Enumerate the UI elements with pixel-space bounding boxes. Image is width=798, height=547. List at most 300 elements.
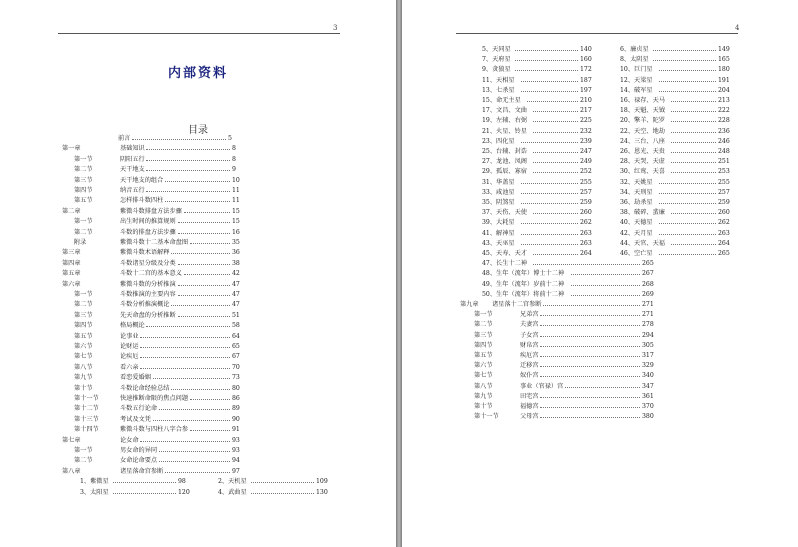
toc-entry[interactable] xyxy=(620,198,742,208)
toc-entry[interactable] xyxy=(74,456,256,466)
toc-entry[interactable] xyxy=(74,404,256,414)
toc-entry-page: 268 xyxy=(642,280,654,288)
toc-entry[interactable] xyxy=(482,65,604,75)
toc-entry-page: 380 xyxy=(642,413,654,421)
toc-entry-page: 264 xyxy=(580,250,592,257)
toc-entry-title: 紫微斗数排盘方法步骤 xyxy=(120,207,182,215)
toc-leader-dots xyxy=(146,170,230,171)
toc-leader-dots xyxy=(165,472,230,473)
toc-entry-page: 97 xyxy=(232,467,240,475)
toc-leader-dots xyxy=(659,193,716,194)
toc-entry-page: 93 xyxy=(232,447,240,454)
toc-entry-title: 先天命盘的分析推断 xyxy=(120,311,176,319)
toc-leader-dots xyxy=(153,378,231,379)
toc-entry-label: 第五章 xyxy=(62,270,81,278)
toc-entry-page: 91 xyxy=(232,426,240,434)
toc-entry[interactable] xyxy=(74,352,256,362)
toc-entry-title: 12、天梁星 xyxy=(620,76,653,84)
toc-entry-title: 22、天空、地劫 xyxy=(620,127,665,135)
toc-leader-dots xyxy=(540,325,640,326)
toc-entry-page: 294 xyxy=(642,331,654,339)
toc-entry[interactable] xyxy=(482,76,604,86)
toc-entry-page: 225 xyxy=(580,117,592,125)
toc-entry[interactable] xyxy=(474,402,666,412)
toc-entry-page: 149 xyxy=(718,46,730,53)
toc-entry[interactable] xyxy=(482,280,666,290)
toc-entry[interactable] xyxy=(74,196,256,206)
toc-entry[interactable] xyxy=(620,147,742,157)
toc-entry-page: 94 xyxy=(232,457,240,465)
toc-leader-dots xyxy=(521,234,578,235)
toc-entry-title: 阴阳五行 xyxy=(120,155,145,163)
toc-leader-dots xyxy=(159,451,230,452)
toc-entry-title: 紫微斗数的分析推演 xyxy=(120,280,176,288)
toc-entry[interactable] xyxy=(620,157,742,167)
toc-entry-page: 140 xyxy=(580,46,592,53)
toc-leader-dots xyxy=(140,357,230,358)
toc-entry[interactable] xyxy=(482,45,604,55)
toc-entry-title: 30、红鸾、天喜 xyxy=(620,168,665,176)
toc-entry-title: 女命论命要点 xyxy=(120,457,158,465)
toc-entry-label: 第六节 xyxy=(474,362,493,370)
toc-leader-dots xyxy=(527,101,578,102)
toc-leader-dots xyxy=(521,193,578,194)
toc-entry-label: 第二节 xyxy=(74,166,93,174)
toc-entry[interactable] xyxy=(74,363,256,373)
toc-entry[interactable] xyxy=(474,371,666,381)
toc-leader-dots xyxy=(659,234,716,235)
toc-entry[interactable] xyxy=(62,269,256,279)
toc-leader-dots xyxy=(140,441,230,442)
toc-leader-dots xyxy=(251,493,315,494)
toc-entry[interactable] xyxy=(620,249,742,259)
toc-entry[interactable] xyxy=(620,178,742,188)
toc-entry-page: 80 xyxy=(232,384,240,392)
toc-entry[interactable] xyxy=(62,144,256,154)
toc-entry-title: 斗数论命经验总结 xyxy=(120,384,170,392)
toc-entry-page: 89 xyxy=(232,405,240,413)
toc-entry-title: 事业（官禄）宫 xyxy=(520,382,564,390)
toc-entry[interactable] xyxy=(620,167,742,177)
toc-entry[interactable] xyxy=(218,477,340,487)
toc-entry[interactable] xyxy=(80,488,202,498)
toc-entry-title: 紫微斗数十二基本命盘图 xyxy=(120,239,189,246)
toc-entry-title: 43、天巫星 xyxy=(482,239,515,247)
toc-entry-title: 疾厄宫 xyxy=(520,352,539,359)
toc-leader-dots xyxy=(671,244,716,245)
toc-entry-title: 4、武曲星 xyxy=(218,488,247,496)
toc-entry[interactable] xyxy=(74,332,256,342)
toc-entry[interactable] xyxy=(620,208,742,218)
toc-entry[interactable] xyxy=(482,96,604,106)
toc-entry-title: 46、空亡星 xyxy=(620,250,653,257)
toc-leader-dots xyxy=(533,254,578,255)
toc-entry[interactable] xyxy=(620,65,742,75)
toc-entry-page: 305 xyxy=(642,341,654,349)
toc-entry-page: 93 xyxy=(232,436,240,444)
toc-entry-title: 21、火星、铃星 xyxy=(482,127,527,135)
toc-entry[interactable] xyxy=(482,198,604,208)
toc-leader-dots xyxy=(540,366,640,367)
toc-entry-title: 父母宫 xyxy=(520,413,539,421)
toc-entry-title: 斗数的排盘方法步骤 xyxy=(120,228,176,236)
toc-leader-dots xyxy=(540,417,640,418)
toc-entry-page: 8 xyxy=(232,145,236,153)
toc-leader-dots xyxy=(184,274,230,275)
toc-entry-page: 232 xyxy=(580,127,592,135)
toc-entry-title: 1、紫微星 xyxy=(80,478,109,486)
toc-entry[interactable] xyxy=(482,55,604,65)
toc-entry-page: 259 xyxy=(580,199,592,206)
toc-entry[interactable] xyxy=(80,477,202,487)
toc-entry[interactable] xyxy=(620,137,742,147)
toc-entry-label: 第九节 xyxy=(474,392,493,400)
toc-leader-dots xyxy=(171,253,230,254)
toc-entry-title: 41、解神星 xyxy=(482,229,515,237)
toc-leader-dots xyxy=(659,254,716,255)
toc-leader-dots xyxy=(540,407,640,408)
toc-entry-title: 18、天魁、天钺 xyxy=(620,107,665,115)
toc-leader-dots xyxy=(113,482,177,483)
toc-entry-label: 第十节 xyxy=(74,384,93,392)
toc-entry-title: 福德宫 xyxy=(520,403,539,410)
toc-entry[interactable] xyxy=(474,361,666,371)
toc-entry[interactable] xyxy=(62,436,256,446)
toc-entry-page: 65 xyxy=(232,343,240,350)
toc-leader-dots xyxy=(132,139,226,140)
toc-leader-dots xyxy=(146,160,230,161)
toc-entry-label: 第七节 xyxy=(474,372,493,380)
toc-entry[interactable] xyxy=(74,238,256,248)
toc-entry[interactable] xyxy=(74,342,256,352)
toc-entry-title: 33、咸池星 xyxy=(482,188,515,196)
toc-entry-page: 90 xyxy=(232,415,240,423)
toc-leader-dots xyxy=(190,243,230,244)
toc-entry-title: 40、天德星 xyxy=(620,219,653,227)
toc-entry-label: 第八节 xyxy=(474,382,493,390)
toc-entry-page: 64 xyxy=(232,332,240,340)
page-number: 4 xyxy=(735,24,740,32)
toc-entry-page: 36 xyxy=(232,249,240,257)
toc-entry-title: 35、阴煞星 xyxy=(482,199,515,206)
toc-entry[interactable] xyxy=(620,229,742,239)
toc-entry-title: 47、长生十二神 xyxy=(482,260,527,268)
toc-entry[interactable] xyxy=(474,331,666,341)
toc-entry-title: 3、太阳星 xyxy=(80,488,109,496)
toc-entry-label: 第三节 xyxy=(74,176,93,184)
toc-entry-label: 第六章 xyxy=(62,280,81,288)
toc-entry[interactable] xyxy=(218,488,340,498)
toc-leader-dots xyxy=(140,337,230,338)
toc-leader-dots xyxy=(671,111,716,112)
toc-entry-label: 第九章 xyxy=(460,301,479,308)
toc-entry-title: 出生时间的推算规则 xyxy=(120,218,176,226)
toc-entry[interactable] xyxy=(482,269,666,279)
toc-entry-label: 第四章 xyxy=(62,259,81,267)
toc-entry[interactable] xyxy=(74,311,256,321)
toc-leader-dots xyxy=(571,295,640,296)
toc-entry-page: 217 xyxy=(580,107,592,115)
toc-leader-dots xyxy=(171,305,230,306)
toc-entry-title: 紫微斗数术语解释 xyxy=(120,249,170,257)
left-page xyxy=(0,0,396,547)
toc-entry-page: 180 xyxy=(718,66,730,74)
toc-entry-page: 253 xyxy=(718,168,730,176)
toc-entry-page: 58 xyxy=(232,322,240,330)
toc-entry[interactable] xyxy=(482,249,604,259)
toc-entry[interactable] xyxy=(482,218,604,228)
toc-entry[interactable] xyxy=(620,76,742,86)
toc-entry[interactable] xyxy=(74,176,256,186)
toc-leader-dots xyxy=(533,152,578,153)
toc-entry-label: 第二节 xyxy=(74,457,93,465)
toc-entry-page: 160 xyxy=(580,56,592,64)
toc-entry[interactable] xyxy=(482,229,604,239)
toc-entry-page: 8 xyxy=(232,155,236,163)
toc-leader-dots xyxy=(521,183,578,184)
toc-entry-page: 35 xyxy=(232,239,240,246)
toc-leader-dots xyxy=(533,172,578,173)
toc-entry[interactable] xyxy=(74,425,256,435)
toc-entry[interactable] xyxy=(74,155,256,165)
toc-entry[interactable] xyxy=(74,373,256,383)
toc-entry[interactable] xyxy=(620,86,742,96)
toc-entry[interactable] xyxy=(74,321,256,331)
toc-entry-label: 第七节 xyxy=(74,353,93,361)
toc-entry-page: 317 xyxy=(642,352,654,359)
toc-leader-dots xyxy=(515,70,579,71)
toc-entry[interactable] xyxy=(474,392,666,402)
toc-entry-page: 228 xyxy=(718,117,730,125)
toc-entry-label: 第二节 xyxy=(474,321,493,329)
toc-entry-title: 前言 xyxy=(118,135,131,142)
toc-entry[interactable] xyxy=(74,415,256,425)
toc-entry[interactable] xyxy=(482,137,604,147)
toc-entry-title: 诸星落命宫参断 xyxy=(120,467,164,475)
toc-leader-dots xyxy=(533,213,578,214)
toc-entry-title: 斗数十二宫的基本意义 xyxy=(120,270,182,278)
toc-leader-dots xyxy=(671,172,716,173)
toc-entry-page: 109 xyxy=(316,478,328,486)
toc-entry-title: 39、大耗星 xyxy=(482,219,515,227)
toc-entry-page: 236 xyxy=(718,127,730,135)
toc-entry[interactable] xyxy=(620,239,742,249)
toc-leader-dots xyxy=(190,399,230,400)
toc-leader-dots xyxy=(671,213,716,214)
toc-entry[interactable] xyxy=(482,86,604,96)
toc-entry-title: 田宅宫 xyxy=(520,392,539,400)
toc-entry[interactable] xyxy=(620,116,742,126)
toc-entry-page: 187 xyxy=(580,76,592,84)
toc-entry-page: 361 xyxy=(642,392,654,400)
toc-entry-page: 252 xyxy=(580,168,592,176)
toc-leader-dots xyxy=(533,264,640,265)
toc-entry-page: 239 xyxy=(580,137,592,145)
toc-entry-title: 37、天伤、天使 xyxy=(482,209,527,217)
toc-entry-title: 夫妻宫 xyxy=(520,321,539,329)
toc-entry[interactable] xyxy=(482,290,666,300)
toc-leader-dots xyxy=(671,132,716,133)
toc-entry[interactable] xyxy=(482,178,604,188)
toc-entry[interactable] xyxy=(482,259,666,269)
toc-entry-title: 11、天相星 xyxy=(482,76,515,84)
toc-entry-page: 260 xyxy=(580,209,592,217)
toc-entry[interactable] xyxy=(482,239,604,249)
toc-entry-label: 第五节 xyxy=(74,197,93,205)
toc-entry[interactable] xyxy=(62,248,256,258)
toc-entry[interactable] xyxy=(620,106,742,116)
toc-leader-dots xyxy=(571,274,640,275)
toc-entry-title: 怎样排斗数四柱 xyxy=(120,197,164,205)
toc-entry[interactable] xyxy=(482,127,604,137)
toc-entry-label: 第三章 xyxy=(62,249,81,257)
toc-entry-page: 51 xyxy=(232,311,240,319)
toc-leader-dots xyxy=(540,376,640,377)
toc-entry[interactable] xyxy=(620,218,742,228)
toc-entry-label: 第九节 xyxy=(74,374,93,382)
toc-entry-page: 347 xyxy=(642,382,654,390)
toc-entry-title: 24、三台、八座 xyxy=(620,137,665,145)
toc-entry-title: 29、孤辰、寡宿 xyxy=(482,168,527,176)
toc-entry-title: 基础知识 xyxy=(120,145,145,153)
toc-leader-dots xyxy=(565,387,640,388)
toc-entry-label: 第一节 xyxy=(74,155,93,163)
toc-entry[interactable] xyxy=(474,320,666,330)
toc-leader-dots xyxy=(671,121,716,122)
toc-entry-title: 看恋爱婚姻 xyxy=(120,374,151,382)
toc-entry[interactable] xyxy=(474,382,666,392)
toc-leader-dots xyxy=(515,60,579,61)
toc-entry[interactable] xyxy=(62,467,256,477)
toc-entry-title: 42、天月星 xyxy=(620,229,653,237)
toc-entry-title: 48、生年（流年）博士十二神 xyxy=(482,270,565,278)
toc-entry[interactable] xyxy=(482,188,604,198)
toc-entry[interactable] xyxy=(482,167,604,177)
toc-entry[interactable] xyxy=(620,188,742,198)
toc-entry-title: 8、太阴星 xyxy=(620,56,649,64)
toc-entry-page: 86 xyxy=(232,395,240,402)
toc-entry-title: 快速推断命限的焦点问题 xyxy=(120,395,189,402)
toc-entry-page: 264 xyxy=(718,239,730,247)
toc-entry[interactable] xyxy=(74,290,256,300)
toc-entry[interactable] xyxy=(474,351,666,361)
toc-entry-label: 第十二节 xyxy=(74,405,99,413)
toc-entry[interactable] xyxy=(482,147,604,157)
page-number: 3 xyxy=(333,24,338,32)
toc-entry-title: 44、天官、天福 xyxy=(620,239,665,247)
toc-entry-title: 男女命的异同 xyxy=(120,447,158,454)
toc-leader-dots xyxy=(521,223,578,224)
toc-entry-page: 262 xyxy=(718,219,730,227)
toc-entry[interactable] xyxy=(474,341,666,351)
toc-entry[interactable] xyxy=(62,207,256,217)
toc-entry[interactable] xyxy=(74,217,256,227)
toc-leader-dots xyxy=(521,244,578,245)
toc-entry[interactable] xyxy=(482,116,604,126)
toc-entry[interactable] xyxy=(74,446,256,456)
header-rule xyxy=(456,33,738,34)
toc-entry[interactable] xyxy=(460,300,666,310)
toc-entry[interactable] xyxy=(482,157,604,167)
toc-entry[interactable] xyxy=(62,259,256,269)
toc-entry[interactable] xyxy=(74,228,256,238)
toc-leader-dots xyxy=(533,132,578,133)
toc-entry[interactable] xyxy=(74,300,256,310)
toc-entry-title: 考试及文凭 xyxy=(120,415,151,423)
toc-leader-dots xyxy=(659,70,716,71)
toc-leader-dots xyxy=(140,368,230,369)
toc-entry[interactable] xyxy=(74,394,256,404)
toc-entry[interactable] xyxy=(620,45,742,55)
toc-entry-page: 73 xyxy=(232,374,240,382)
toc-entry-title: 奴仆宫 xyxy=(520,372,539,380)
toc-entry-page: 222 xyxy=(718,107,730,115)
toc-leader-dots xyxy=(659,81,716,82)
toc-entry-title: 天干地支 xyxy=(120,166,145,174)
toc-entry[interactable] xyxy=(474,310,666,320)
toc-leader-dots xyxy=(671,101,716,102)
toc-leader-dots xyxy=(178,295,230,296)
toc-entry-title: 31、华盖星 xyxy=(482,178,515,186)
toc-leader-dots xyxy=(671,162,716,163)
toc-entry-label: 第十一节 xyxy=(74,395,99,402)
toc-entry-label: 第五节 xyxy=(74,332,93,340)
toc-entry-title: 15、命无主星 xyxy=(482,97,521,104)
toc-entry-title: 25、台辅、封诰 xyxy=(482,148,527,155)
toc-entry[interactable] xyxy=(74,186,256,196)
toc-entry[interactable] xyxy=(74,165,256,175)
toc-entry[interactable] xyxy=(62,280,256,290)
toc-entry-title: 38、破碎、蜚廉 xyxy=(620,209,665,217)
toc-leader-dots xyxy=(521,81,578,82)
toc-entry[interactable] xyxy=(74,384,256,394)
toc-leader-dots xyxy=(659,223,716,224)
toc-entry-title: 看六亲 xyxy=(120,363,139,371)
toc-entry-page: 213 xyxy=(718,97,730,104)
toc-entry-label: 第十三节 xyxy=(74,415,99,423)
toc-entry[interactable] xyxy=(620,96,742,106)
toc-entry-page: 16 xyxy=(232,228,240,236)
toc-leader-dots xyxy=(165,181,230,182)
toc-leader-dots xyxy=(540,346,640,347)
toc-leader-dots xyxy=(190,430,230,431)
toc-entry[interactable] xyxy=(620,127,742,137)
toc-entry-page: 67 xyxy=(232,353,240,361)
toc-leader-dots xyxy=(521,91,578,92)
toc-entry-page: 210 xyxy=(580,97,592,104)
toc-entry[interactable] xyxy=(482,106,604,116)
toc-entry-page: 5 xyxy=(228,135,232,142)
toc-entry-page: 98 xyxy=(178,478,186,486)
toc-leader-dots xyxy=(543,305,640,306)
toc-entry-label: 第一章 xyxy=(62,145,81,153)
toc-entry[interactable] xyxy=(474,412,666,422)
toc-entry-title: 天干地支的组合 xyxy=(120,176,164,184)
toc-leader-dots xyxy=(521,142,578,143)
toc-entry[interactable] xyxy=(482,208,604,218)
toc-leader-dots xyxy=(671,142,716,143)
toc-entry-title: 20、擎羊、陀罗 xyxy=(620,117,665,125)
toc-entry-page: 257 xyxy=(718,188,730,196)
toc-entry-page: 47 xyxy=(232,291,240,298)
toc-entry-page: 263 xyxy=(580,229,592,237)
toc-entry-page: 165 xyxy=(718,56,730,64)
toc-entry[interactable] xyxy=(58,134,252,144)
toc-leader-dots xyxy=(540,356,640,357)
toc-entry-title: 兄弟宫 xyxy=(520,311,539,319)
toc-entry-page: 265 xyxy=(642,260,654,268)
toc-entry[interactable] xyxy=(620,55,742,65)
